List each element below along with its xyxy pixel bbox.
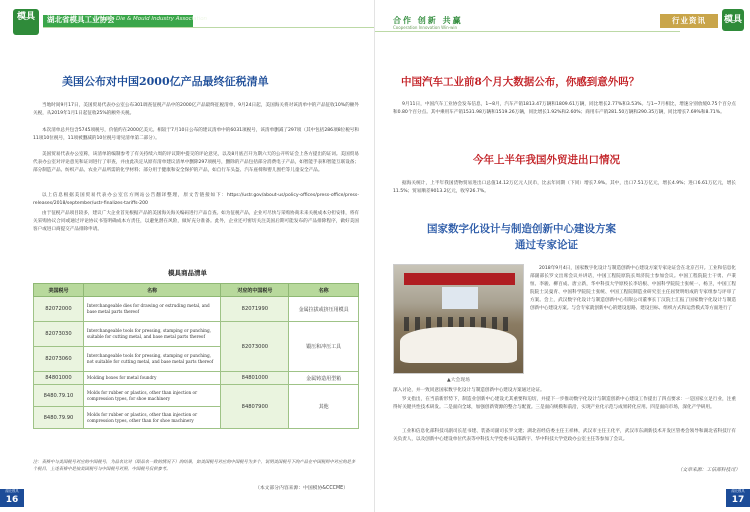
cn-name: 锻压和冲压工具 bbox=[289, 322, 359, 372]
article-source: （本文部分内容来源：中国模协&CCCME） bbox=[255, 486, 348, 491]
paragraph: 当地时间9月17日，美国贸易代表办公室公布301调查征税产品中的2000亿产品最终征税清单，9月24日起，美国海关将对该清单中的产品征收10%的额外关税，从2019年1月1日起征收25%的额外关税。 bbox=[33, 103, 359, 117]
table-caption: 模具商品清单 bbox=[168, 269, 207, 277]
table-row bbox=[34, 372, 359, 385]
column-header: 名称 bbox=[83, 284, 221, 297]
article-credit: （文章来源：工信部科技司） bbox=[677, 468, 740, 473]
cn-code: 84807900 bbox=[221, 385, 289, 429]
us-description: Molding boxes for metal foundry bbox=[83, 372, 221, 385]
table-header-row bbox=[34, 284, 359, 297]
page-series: 湖北模具 bbox=[731, 489, 745, 493]
article-title: 美国公布对中国2000亿产品最终征税清单 bbox=[62, 75, 269, 88]
paragraph: 由于征税产品项目较多，建议广大企业首先根据产品的美国海关海关编码进行产品自查。如为征税产品，企业可尽快与采购协商未来关税成本分担安排，将有关采购协议合同或通过评论协议书签明确成本方责任，以避免潜在风险，做好充分准备。此外，企业还可密切关注美国后期可能发布的产品排除程序，做好美国客户或进口商提交产品排除申请。 bbox=[33, 211, 359, 233]
us-code: 82073060 bbox=[34, 347, 84, 372]
article-title: 今年上半年我国外贸进出口情况 bbox=[473, 154, 620, 166]
article-title: 中国汽车工业前8个月大数据公布，你感到意外吗？ bbox=[401, 76, 640, 88]
paragraph: 罗文指出，在当前新形势下，制造业创新中心建设尤其重要和迫切，并提下一步推动数字化设计与制造创新中心建设工作提出了四点要求：一是国家立足行业，注重得好关键共性技术研发。二是面向全球，加强创新资源的整合与配置。三是面向规模和前沿，实现产业化示范与成果转化应用。四是面向市场，深化产学研用。 bbox=[393, 397, 736, 411]
page-number: 17 bbox=[731, 495, 745, 505]
paragraph: 美国贸易代表办公室称，该清单的编制参考了有关持续六周的评议期中提交的评论意见，以及8月底召开为期六天的公开听证会上各方提出的证词。美国贸易代表办公室对评论意见和证词进行了审查，并由此决定从原有清单建议清单中删除297项税号，删除的产品包括部分消费电子产品，如智能手表和智能互联设备；部分制造产品、纺织产品、农业产品所需的化学材料；部分用于健康和安全保护的产品，如自行车头盔、汽车座椅和婴儿围栏等儿童安全产品。 bbox=[33, 152, 359, 174]
page-series: 湖北模具 bbox=[5, 489, 19, 493]
slogan-en: Cooperation Innovation Win-win bbox=[393, 25, 458, 30]
us-description: Molds for rubber or plastics, other than injection or compression types, other than for shoe machinery bbox=[83, 407, 221, 429]
association-logo: 模具 bbox=[722, 9, 744, 31]
meeting-photo bbox=[393, 264, 524, 374]
right-page bbox=[375, 0, 750, 512]
mold-product-table bbox=[33, 283, 359, 429]
page-number: 16 bbox=[5, 495, 19, 505]
us-description: Molds for rubber or plastics, other than injection or compression types, for shoe machinery bbox=[83, 385, 221, 407]
paragraph: 2018年9月4日，国家数字化设计与制造创新中心建设方案专家论证会在北京召开。工业和信息化部副部长罗文出席会议并讲话，中国工程院原院长周济院士参加会议。中国工程院院士干勇、卢秉恒、李骏、柳百成、唐立新，华中科技大学原校长李培根、中国科学院院士张统一、杨卫，中国工程院院士吴曼青、中国科学院院士张统、中国工程院制造业研究室主任屈贤明组成的专家组参与评审了方案。会上，武汉数字化设计与制造创新中心有限公司董事长丁汉院士汇报了国家数字化设计与制造创新中心建设方案。与会专家就创新中心的建设思路、建设目标、组织方式和运营模式等方面进行了 bbox=[530, 266, 736, 312]
cn-code: 84801000 bbox=[221, 372, 289, 385]
cn-name: 金属拉拔或挤压用模具 bbox=[289, 297, 359, 322]
header-divider bbox=[43, 27, 374, 28]
column-header: 对应的中国税号 bbox=[221, 284, 289, 297]
us-description: Interchangeable tools for pressing, stamping or punching, suitable for cutting metal, and base metal parts thereof bbox=[83, 322, 221, 347]
photo-screen bbox=[442, 287, 478, 309]
photo-banner bbox=[404, 273, 515, 285]
article-title: 国家数字化设计与制造创新中心建设方案 bbox=[427, 223, 616, 235]
us-code: 84801000 bbox=[34, 372, 84, 385]
us-code: 82073030 bbox=[34, 322, 84, 347]
section-tag: 行业资讯 bbox=[660, 14, 718, 28]
right-header bbox=[375, 0, 750, 38]
table-row bbox=[34, 297, 359, 322]
paragraph: 9月11日，中国汽车工业协会发布信息，1~8月，汽车产销1813.47万辆和1809.61万辆，同比增长2.77%和3.53%。与1~7月相比，增速分别放缓0.75个百分点和0.80个百分点。其中乘用车产销1531.98万辆和1519.26万辆，同比增长1.92%和2.60%；商用车产销281.50万辆和290.35万辆，同比增长7.69%和8.71%。 bbox=[393, 102, 736, 116]
photo-caption: ▲大会现场 bbox=[447, 378, 470, 383]
logo-text: 模具 bbox=[16, 12, 35, 22]
cn-name: 其他 bbox=[289, 385, 359, 429]
us-code: 8480.79.90 bbox=[34, 407, 84, 429]
paragraph: 据海关统计，上半年我国货物贸易进出口总值14.12万亿元人民币，比去年同期（下同）增长7.9%。其中，出口7.51万亿元，增长4.9%；进口6.61万亿元，增长11.5%；贸易顺差9013.2亿元，收窄26.7%。 bbox=[393, 181, 736, 195]
page-number-badge bbox=[0, 489, 24, 507]
cn-name: 金属铸造用型箱 bbox=[289, 372, 359, 385]
column-header: 美国税号 bbox=[34, 284, 84, 297]
article-subtitle: 通过专家论证 bbox=[515, 239, 578, 251]
slogan: 合作 创新 共赢 bbox=[393, 16, 463, 25]
table-row bbox=[34, 322, 359, 347]
page-number-badge bbox=[726, 489, 750, 507]
us-code: 82072000 bbox=[34, 297, 84, 322]
us-description: Interchangeable tools for pressing, stamping or punching, not suitable for cutting metal, and base metal parts thereof bbox=[83, 347, 221, 372]
paragraph: 深入讨论，并一致同意国家数字化设计与制造创新中心建设方案通过论证。 bbox=[393, 388, 545, 393]
photo-conference-table bbox=[400, 327, 517, 363]
cn-code: 82071990 bbox=[221, 297, 289, 322]
association-name-cn: 湖北省模具工业协会 bbox=[47, 15, 115, 24]
us-code: 8480.79.10 bbox=[34, 385, 84, 407]
association-logo bbox=[13, 9, 39, 35]
paragraph: 本次清单总共包含5745项税号，价值约在2000亿美元。相较于7月10日公布的建议清单中的6031项税号，该清单删减了297项（其中包括286项8位税号和11项10位税号，11项被删减的10位税号请见清单第二部分）。 bbox=[33, 128, 359, 142]
paragraph: 工业和信息化部科技司副司长范书建、装备司副司长罗文建；湖北省经信委主任王祥林，武汉市主任王化平，武汉市东湖新技术开发区管委会领导和湖北省科技厅有关负责人，以及创新中心建设单位代表等中科技大学党委书记邵新宇、华中科技大学党政办公室主任等参加了会议。 bbox=[393, 429, 736, 443]
left-header bbox=[0, 0, 374, 38]
paragraph: 以上信息根据美国贸易代表办公室官方网站公告翻译整理，原文告链接如下：https://ustr.gov/about-us/policy-offices/press-office/press-releases/2018/september/ustr-finalizes-tariffs-200 bbox=[33, 193, 359, 207]
association-name-en: HuBei Die & Mould Industry Association bbox=[98, 16, 208, 22]
cn-code: 82073000 bbox=[221, 322, 289, 372]
table-note: 注：表格中与美国税号对应的中国税号，为品名比对（即品名一致的情况下）的结果，如美国税号对应的中国税号为多个，说明美国税号下的产品在中国税则中对应的是多个税目，上述表格中是按美国税号与中国税号对照，中国税号仅供参考。 bbox=[33, 460, 356, 472]
header-divider bbox=[375, 31, 680, 32]
us-description: Interchangeable dies for drawing or extruding metal, and base metal parts thereof bbox=[83, 297, 221, 322]
table-row bbox=[34, 385, 359, 407]
column-header: 名称 bbox=[289, 284, 359, 297]
